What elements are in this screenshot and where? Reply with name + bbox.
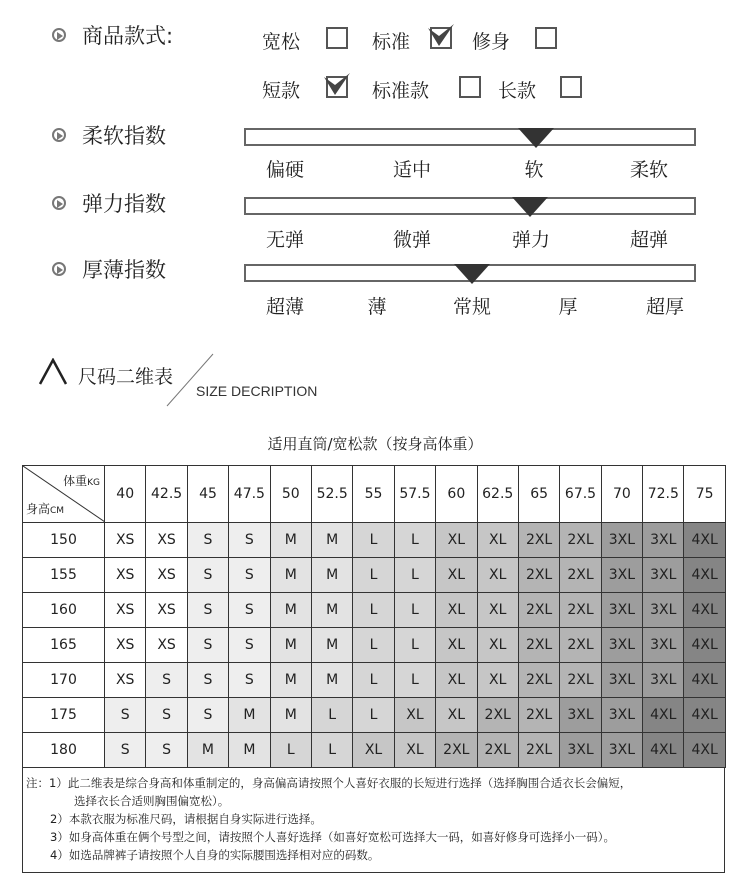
size-cell: L [353,558,394,593]
weight-header-cell: 57.5 [394,466,435,523]
size-cell: XS [146,593,187,628]
size-cell: 2XL [518,523,559,558]
table-row [23,593,726,628]
table-row [23,733,726,768]
size-table [22,465,726,768]
size-cell: 4XL [684,628,725,663]
style-option-label: 标准款 [372,80,430,102]
size-cell: XL [394,733,435,768]
style-heading: 商品款式: [82,24,174,48]
size-cell: 3XL [601,628,642,663]
size-cell: 2XL [560,558,601,593]
table-row [23,523,726,558]
note-line: 注：1）此二维表是综合身高和体重制定的，身高偏高请按照个人喜好衣服的长短进行选择（选择胸围合适衣长会偏短， [26,776,632,790]
size-cell: XL [436,698,477,733]
size-cell: M [270,698,311,733]
size-cell: XL [436,558,477,593]
corner-weight-unit: KG [87,478,100,488]
size-cell: 2XL [560,593,601,628]
weight-header-cell: 40 [105,466,146,523]
elasticity-heading: 弹力指数 [82,192,166,216]
weight-header-cell: 45 [187,466,228,523]
size-cell: M [229,733,270,768]
style-option-label: 短款 [262,80,301,102]
size-cell: S [105,733,146,768]
size-cell: S [146,663,187,698]
size-cell: M [311,628,352,663]
size-cell: 2XL [518,663,559,698]
size-cell: L [394,523,435,558]
size-cell: S [229,593,270,628]
size-cell: XL [353,733,394,768]
size-cell: 4XL [643,698,684,733]
size-cell: 3XL [643,628,684,663]
weight-header-cell: 42.5 [146,466,187,523]
size-cell: 2XL [560,663,601,698]
size-cell: S [105,698,146,733]
size-cell: XL [436,663,477,698]
size-cell: 3XL [601,663,642,698]
size-cell: S [146,733,187,768]
size-cell: 4XL [684,698,725,733]
size-cell: 3XL [601,698,642,733]
size-cell: L [353,698,394,733]
size-cell: M [187,733,228,768]
elasticity-label: 微弹 [392,229,432,251]
table-row [23,558,726,593]
size-cell: S [187,663,228,698]
size-cell: S [229,628,270,663]
size-cell: M [229,698,270,733]
style-option-label: 修身 [472,31,511,53]
size-cell: L [353,628,394,663]
size-cell: 3XL [643,523,684,558]
style-option-checkbox[interactable] [326,27,348,49]
height-cell: 170 [23,663,105,698]
size-cell: S [187,558,228,593]
size-cell: 2XL [477,698,518,733]
weight-header-cell: 75 [684,466,725,523]
elasticity-label: 弹力 [511,229,551,251]
size-cell: L [394,663,435,698]
size-cell: 2XL [477,733,518,768]
size-cell: L [353,593,394,628]
size-cell: 4XL [684,523,725,558]
thickness-pointer [454,264,490,284]
bullet-icon [52,28,66,42]
size-cell: M [270,628,311,663]
size-cell: L [394,593,435,628]
size-cell: XS [105,523,146,558]
elasticity-label: 无弹 [265,229,305,251]
style-option-label: 标准 [372,31,411,53]
thickness-label: 厚 [558,296,578,318]
height-cell: 180 [23,733,105,768]
size-cell: XL [477,628,518,663]
height-cell: 155 [23,558,105,593]
size-cell: 3XL [601,523,642,558]
weight-header-cell: 65 [518,466,559,523]
size-cell: L [394,628,435,663]
size-cell: 3XL [643,663,684,698]
size-cell: S [229,523,270,558]
note-line: 3）如身高体重在俩个号型之间，请按照个人喜好选择（如喜好宽松可选择大一码，如喜好修身可选择小一码）。 [50,830,616,844]
corner-cell [23,466,105,523]
size-cell: XL [477,663,518,698]
size-cell: 2XL [560,523,601,558]
size-chart-subtitle-en: SIZE DECRIPTION [196,383,318,399]
size-cell: 3XL [643,558,684,593]
size-cell: M [270,523,311,558]
size-cell: XS [105,628,146,663]
size-cell: L [353,523,394,558]
softness-label: 软 [524,159,544,181]
size-cell: 2XL [436,733,477,768]
weight-header-cell: 67.5 [560,466,601,523]
size-cell: S [187,523,228,558]
thickness-label: 超薄 [265,296,305,318]
style-option-label: 长款 [498,80,537,102]
size-cell: 4XL [684,663,725,698]
softness-scale-bar [244,128,696,146]
thickness-label: 常规 [452,296,492,318]
size-cell: S [229,558,270,593]
size-cell: L [311,733,352,768]
style-option-label: 宽松 [262,31,301,53]
weight-header-cell: 47.5 [229,466,270,523]
softness-label: 适中 [392,159,432,181]
size-cell: 3XL [601,558,642,593]
notes-box [22,767,725,873]
size-cell: 2XL [518,733,559,768]
softness-pointer [518,128,554,148]
size-cell: XL [436,523,477,558]
size-cell: M [270,663,311,698]
weight-header-cell: 60 [436,466,477,523]
corner-weight-label: 体重 [63,474,88,488]
size-cell: XS [105,593,146,628]
weight-header-cell: 72.5 [643,466,684,523]
size-cell: XS [146,558,187,593]
size-cell: 2XL [518,558,559,593]
style-option-checkbox[interactable] [560,76,582,98]
size-cell: S [187,628,228,663]
thickness-label: 超厚 [645,296,685,318]
height-cell: 175 [23,698,105,733]
size-cell: L [311,698,352,733]
corner-height-unit: CM [50,506,65,516]
height-cell: 165 [23,628,105,663]
size-cell: XS [146,628,187,663]
weight-header-cell: 55 [353,466,394,523]
size-chart-title: 尺码二维表 [78,366,174,388]
table-header-row [23,466,726,523]
thickness-label: 薄 [367,296,387,318]
bullet-icon [52,262,66,276]
size-cell: L [353,663,394,698]
elasticity-pointer [512,197,548,217]
corner-height-label: 身高 [26,502,51,516]
size-cell: 2XL [518,593,559,628]
size-cell: S [187,698,228,733]
size-cell: XL [394,698,435,733]
style-option-checkbox[interactable] [535,27,557,49]
size-cell: 3XL [601,733,642,768]
size-cell: M [311,558,352,593]
size-cell: XL [477,523,518,558]
elasticity-label: 超弹 [629,229,669,251]
weight-header-cell: 62.5 [477,466,518,523]
check-icon [426,22,456,48]
size-cell: S [187,593,228,628]
softness-label: 柔软 [629,159,669,181]
weight-header-cell: 50 [270,466,311,523]
note-line: 2）本款衣服为标准尺码，请根据自身实际进行选择。 [50,812,322,826]
size-cell: 2XL [518,698,559,733]
size-cell: 4XL [643,733,684,768]
softness-label: 偏硬 [265,159,305,181]
size-cell: XL [436,593,477,628]
size-cell: 2XL [560,628,601,663]
size-cell: M [311,523,352,558]
size-cell: M [311,593,352,628]
table-row [23,628,726,663]
weight-header-cell: 70 [601,466,642,523]
size-cell: 4XL [684,733,725,768]
size-cell: XS [146,523,187,558]
chevron-up-icon [38,358,68,386]
size-cell: S [146,698,187,733]
size-cell: XS [105,663,146,698]
size-cell: XL [436,628,477,663]
bullet-icon [52,196,66,210]
elasticity-scale-bar [244,197,696,215]
size-cell: 3XL [560,733,601,768]
softness-heading: 柔软指数 [82,124,166,148]
size-chart-subtitle: 适用直筒/宽松款（按身高体重） [267,435,483,453]
size-cell: 4XL [684,558,725,593]
table-row [23,698,726,733]
table-row [23,663,726,698]
size-cell: XL [477,558,518,593]
size-cell: S [229,663,270,698]
height-cell: 160 [23,593,105,628]
size-cell: 3XL [560,698,601,733]
title-divider [165,352,215,408]
size-cell: 3XL [601,593,642,628]
size-cell: 3XL [643,593,684,628]
note-line: 选择衣长合适则胸围偏宽松）。 [74,794,230,808]
height-cell: 150 [23,523,105,558]
bullet-icon [52,128,66,142]
note-line: 4）如选品牌裤子请按照个人自身的实际腰围选择相对应的码数。 [50,848,380,862]
size-cell: XL [477,593,518,628]
size-cell: L [270,733,311,768]
style-option-checkbox[interactable] [459,76,481,98]
size-cell: 2XL [518,628,559,663]
size-cell: M [270,558,311,593]
thickness-heading: 厚薄指数 [82,258,166,282]
weight-header-cell: 52.5 [311,466,352,523]
check-icon [322,71,352,97]
size-cell: M [311,663,352,698]
size-cell: M [270,593,311,628]
size-cell: L [394,558,435,593]
size-cell: XS [105,558,146,593]
size-cell: 4XL [684,593,725,628]
